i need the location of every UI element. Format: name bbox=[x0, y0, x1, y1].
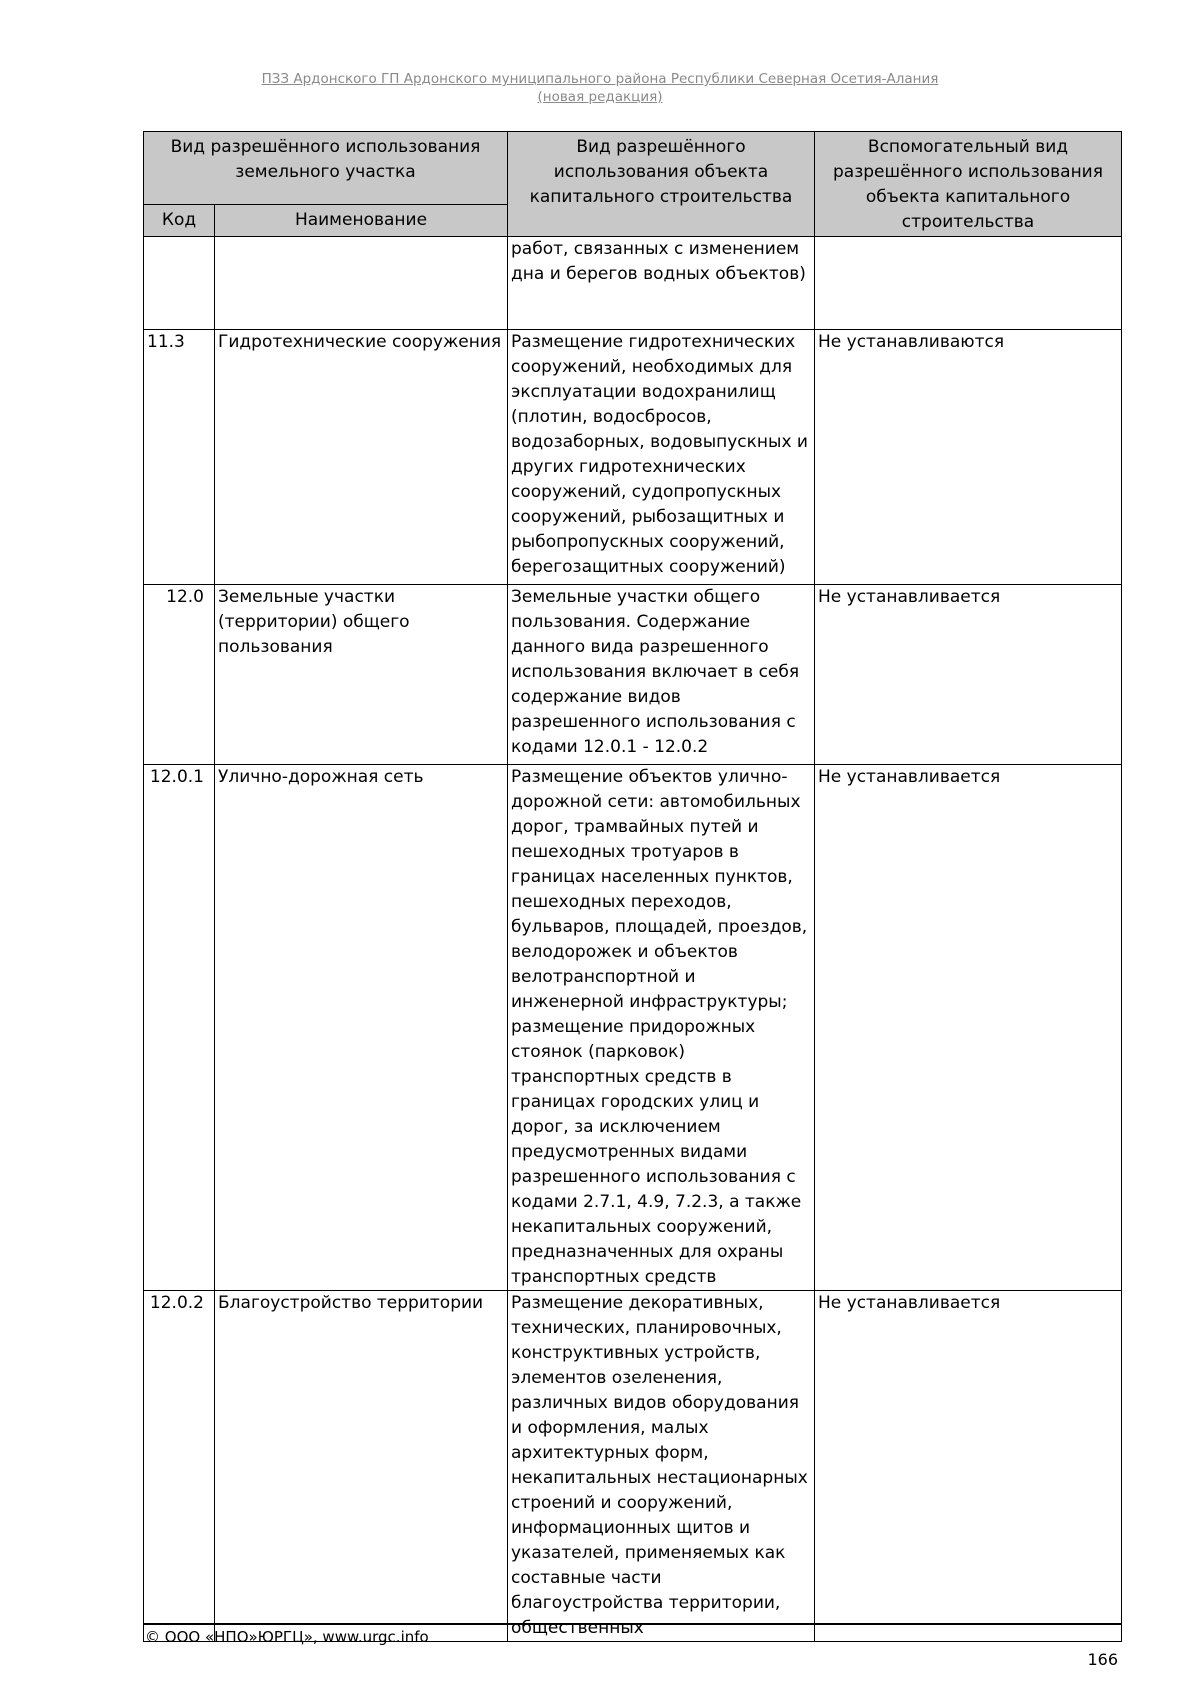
header-code: Код bbox=[144, 205, 215, 237]
table-row bbox=[144, 765, 1122, 1291]
land-use-table bbox=[143, 131, 1122, 1642]
page-header bbox=[0, 70, 1200, 106]
row-aux-use bbox=[815, 237, 1122, 330]
table-row bbox=[144, 237, 1122, 330]
row-capital-use: Размещение объектов улично-дорожной сети: автомобильных дорог, трамвайных путей и пешеходных тротуаров в границах населенных пунктов, пешеходных переходов, бульваров, площадей, проездов, велодорожек и объектов велотранспортной и инженерной инфраструктуры; размещение придорожных стоянок (парковок) транспортных средств в границах городских улиц и дорог, за исключением предусмотренных видами разрешенного использования с кодами 2.7.1, 4.9, 7.2.3, а также некапитальных сооружений, предназначенных для охраны транспортных средств bbox=[508, 765, 815, 1291]
row-aux-use: Не устанавливается bbox=[815, 765, 1122, 1291]
row-capital-use: Размещение декоративных, технических, планировочных, конструктивных устройств, элементов озеленения, различных видов оборудования и оформления, малых архитектурных форм, некапитальных нестационарных строений и сооружений, информационных щитов и указателей, применяемых как составные части благоустройства территории, общественных bbox=[508, 1291, 815, 1642]
table-row bbox=[144, 585, 1122, 765]
row-code: 12.0.1 bbox=[144, 765, 215, 1291]
table-row bbox=[144, 1291, 1122, 1642]
row-name: Гидротехнические сооружения bbox=[215, 330, 508, 585]
row-aux-use: Не устанавливается bbox=[815, 585, 1122, 765]
header-aux-use: Вспомогательный вид разрешённого использования объекта капитального строительства bbox=[815, 132, 1122, 237]
row-name: Земельные участки (территории) общего пользования bbox=[215, 585, 508, 765]
row-capital-use: Земельные участки общего пользования. Содержание данного вида разрешенного использования включает в себя содержание видов разрешенного использования с кодами 12.0.1 - 12.0.2 bbox=[508, 585, 815, 765]
footer-divider bbox=[143, 1623, 1121, 1625]
header-capital-use: Вид разрешённого использования объекта капитального строительства bbox=[508, 132, 815, 237]
row-name: Улично-дорожная сеть bbox=[215, 765, 508, 1291]
table-row bbox=[144, 330, 1122, 585]
header-line-1: ПЗЗ Ардонского ГП Ардонского муниципального района Республики Северная Осетия-Алания bbox=[261, 71, 939, 87]
row-name bbox=[215, 237, 508, 330]
page-number: 166 bbox=[1087, 1650, 1118, 1669]
row-aux-use: Не устанавливаются bbox=[815, 330, 1122, 585]
header-line-2: (новая редакция) bbox=[537, 89, 663, 105]
row-aux-use: Не устанавливается bbox=[815, 1291, 1122, 1642]
header-land-use: Вид разрешённого использования земельного участка bbox=[144, 132, 508, 205]
row-code bbox=[144, 237, 215, 330]
footer-copyright: © ООО «НПО»ЮРГЦ», www.urgc.info bbox=[145, 1628, 429, 1646]
row-code: 11.3 bbox=[144, 330, 215, 585]
row-name: Благоустройство территории bbox=[215, 1291, 508, 1642]
row-code: 12.0.2 bbox=[144, 1291, 215, 1642]
row-capital-use: Размещение гидротехнических сооружений, необходимых для эксплуатации водохранилищ (плотин, водосбросов, водозаборных, водовыпускных и других гидротехнических сооружений, судопропускных сооружений, рыбозащитных и рыбопропускных сооружений, берегозащитных сооружений) bbox=[508, 330, 815, 585]
row-code: 12.0 bbox=[144, 585, 215, 765]
row-capital-use: работ, связанных с изменением дна и берегов водных объектов) bbox=[508, 237, 815, 330]
header-name: Наименование bbox=[215, 205, 508, 237]
